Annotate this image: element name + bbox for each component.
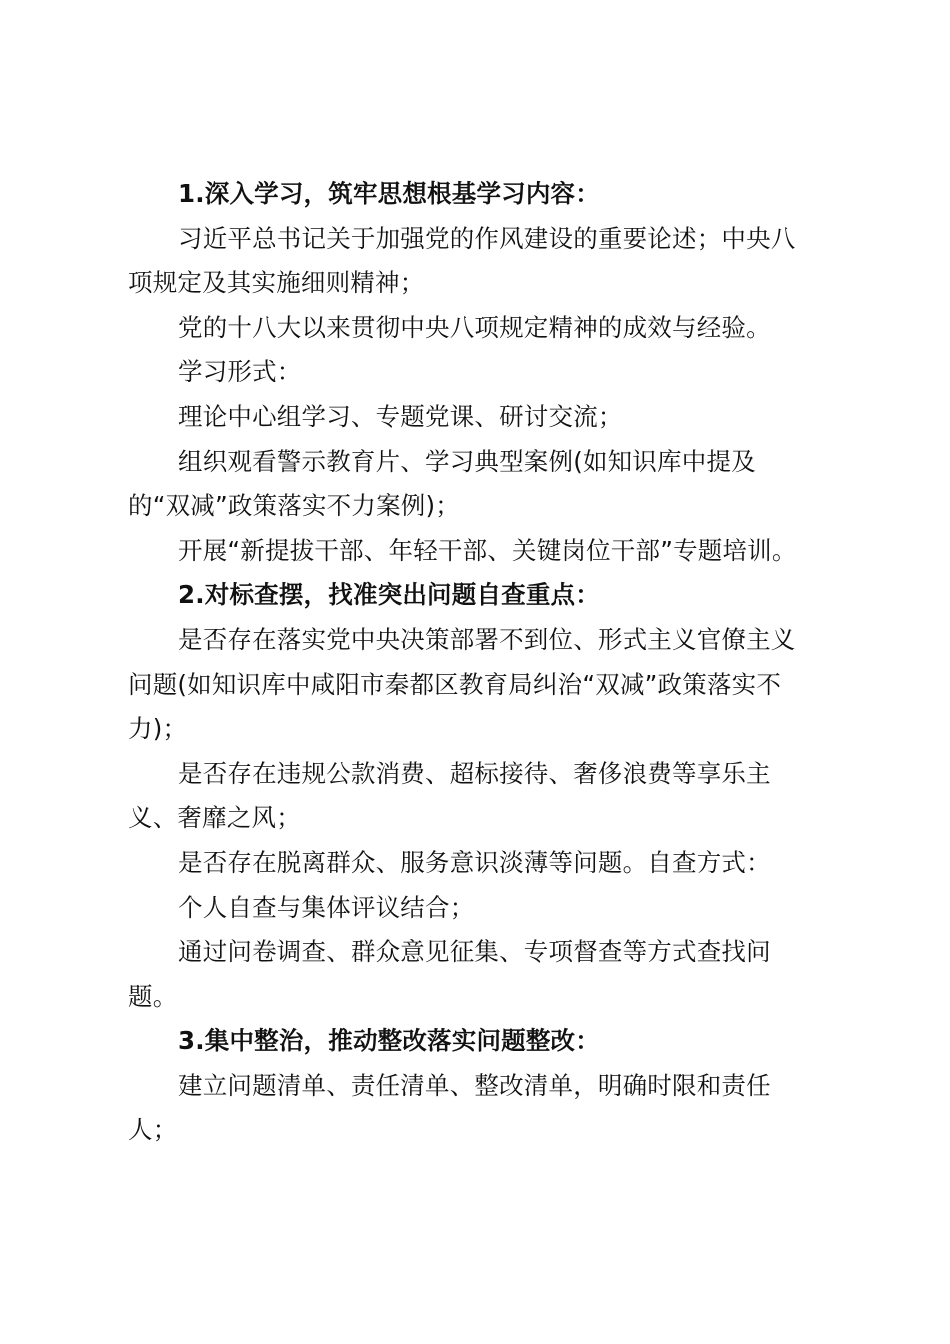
paragraph: 理论中心组学习、专题党课、研讨交流；: [178, 401, 623, 431]
paragraph: 党的十八大以来贯彻中央八项规定精神的成效与经验。: [178, 312, 771, 342]
paragraph: 学习形式：: [178, 357, 302, 387]
paragraph: 是否存在违规公款消费、超标接待、奢侈浪费等享乐主义、奢靡之风；: [128, 758, 771, 833]
paragraph: 通过问卷调查、群众意见征集、专项督查等方式查找问题。: [128, 937, 771, 1011]
section-heading-3: 3.集中整治，推动整改落实问题整改：: [178, 1026, 600, 1056]
paragraph: 组织观看警示教育片、学习典型案例(如知识库中提及的“双减”政策落实不力案例)；: [128, 446, 756, 521]
document-body: [128, 172, 818, 1153]
paragraph: 个人自查与集体评议结合；: [178, 892, 475, 922]
paragraph: 建立问题清单、责任清单、整改清单，明确时限和责任人；: [128, 1070, 771, 1145]
paragraph: 是否存在脱离群众、服务意识淡薄等问题。自查方式：: [178, 847, 771, 877]
paragraph: 是否存在落实党中央决策部署不到位、形式主义官僚主义问题(如知识库中咸阳市秦都区教育局纠治“双减”政策落实不力)；: [128, 624, 796, 744]
paragraph: 习近平总书记关于加强党的作风建设的重要论述；中央八项规定及其实施细则精神；: [128, 223, 796, 298]
paragraph: 开展“新提拔干部、年轻干部、关键岗位干部”专题培训。: [178, 535, 797, 565]
section-heading-2: 2.对标查摆，找准突出问题自查重点：: [178, 580, 600, 610]
section-heading-1: 1.深入学习，筑牢思想根基学习内容：: [178, 179, 600, 208]
